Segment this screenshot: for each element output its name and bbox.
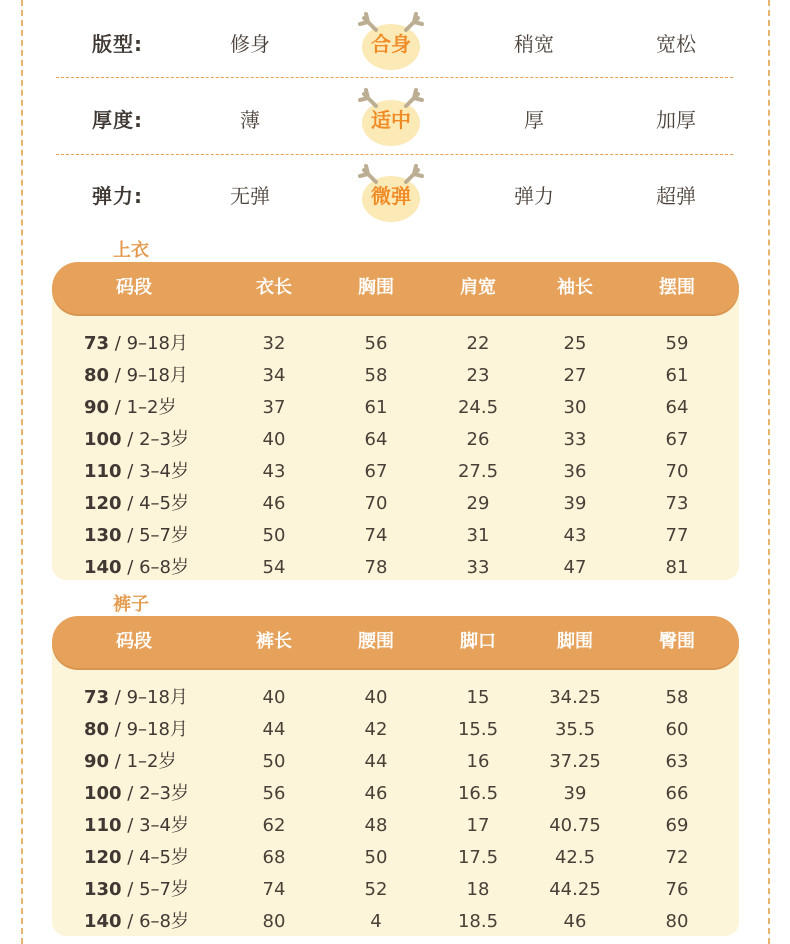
measurement-cell: 68 (262, 847, 286, 868)
column-header: 臀围 (659, 631, 695, 652)
measurement-cell: 37 (262, 397, 286, 418)
size-cell (84, 392, 176, 424)
measurement-cell: 35.5 (554, 719, 596, 740)
measurement-cell: 39 (563, 493, 587, 514)
measurement-cell: 64 (665, 397, 689, 418)
attribute-row-elasticity (56, 156, 733, 232)
measurement-cell: 36 (563, 461, 587, 482)
size-number: 100 (84, 429, 122, 450)
age-range: / 6–8岁 (121, 557, 189, 578)
measurement-cell: 24.5 (457, 397, 499, 418)
age-range: / 6–8岁 (121, 911, 189, 932)
age-range: / 1–2岁 (109, 397, 177, 418)
age-range: / 9–18月 (109, 365, 188, 386)
attribute-row-fit (56, 4, 733, 80)
measurement-cell: 33 (466, 557, 490, 578)
attribute-option: 无弹 (230, 184, 270, 208)
measurement-cell: 33 (563, 429, 587, 450)
attribute-option: 宽松 (656, 32, 696, 56)
age-range: / 4–5岁 (121, 847, 189, 868)
size-number: 120 (84, 847, 122, 868)
age-range: / 9–18月 (109, 687, 188, 708)
measurement-cell: 46 (364, 783, 388, 804)
measurement-cell: 44 (262, 719, 286, 740)
measurement-cell: 46 (262, 493, 286, 514)
measurement-cell: 31 (466, 525, 490, 546)
measurement-cell: 60 (665, 719, 689, 740)
section-title-top: 上衣 (113, 240, 149, 261)
attribute-option: 加厚 (656, 108, 696, 132)
column-header: 摆围 (659, 277, 695, 298)
table-row (52, 714, 739, 746)
table-row (52, 682, 739, 714)
size-cell (84, 424, 189, 456)
measurement-cell: 74 (364, 525, 388, 546)
size-cell (84, 682, 188, 714)
measurement-cell: 48 (364, 815, 388, 836)
measurement-cell: 32 (262, 333, 286, 354)
measurement-cell: 81 (665, 557, 689, 578)
measurement-cell: 22 (466, 333, 490, 354)
age-range: / 3–4岁 (121, 815, 189, 836)
age-range: / 5–7岁 (121, 525, 189, 546)
measurement-cell: 50 (262, 751, 286, 772)
size-cell (84, 906, 189, 938)
measurement-cell: 27 (563, 365, 587, 386)
measurement-cell: 16.5 (457, 783, 499, 804)
column-header: 腰围 (358, 631, 394, 652)
size-number: 110 (84, 815, 122, 836)
measurement-cell: 18.5 (457, 911, 499, 932)
divider (56, 154, 733, 155)
measurement-cell: 77 (665, 525, 689, 546)
attribute-option: 弹力 (514, 184, 554, 208)
table-row (52, 488, 739, 520)
column-header: 胸围 (358, 277, 394, 298)
measurement-cell: 39 (563, 783, 587, 804)
measurement-cell: 25 (563, 333, 587, 354)
size-number: 100 (84, 783, 122, 804)
attribute-option: 厚 (524, 108, 544, 132)
table-header (52, 616, 739, 668)
measurement-cell: 17 (466, 815, 490, 836)
measurement-cell: 16 (466, 751, 490, 772)
measurement-cell: 30 (563, 397, 587, 418)
measurement-cell: 54 (262, 557, 286, 578)
column-header: 脚围 (557, 631, 593, 652)
size-number: 130 (84, 879, 122, 900)
table-row (52, 328, 739, 360)
measurement-cell: 15 (466, 687, 490, 708)
size-cell (84, 746, 176, 778)
table-row (52, 552, 739, 584)
size-number: 80 (84, 719, 110, 740)
measurement-cell: 34.25 (549, 687, 601, 708)
measurement-cell: 26 (466, 429, 490, 450)
table-row (52, 360, 739, 392)
measurement-cell: 29 (466, 493, 490, 514)
measurement-cell: 62 (262, 815, 286, 836)
measurement-cell: 34 (262, 365, 286, 386)
column-header: 码段 (116, 277, 152, 298)
measurement-cell: 70 (665, 461, 689, 482)
measurement-cell: 50 (262, 525, 286, 546)
age-range: / 2–3岁 (121, 783, 189, 804)
attribute-option: 超弹 (656, 184, 696, 208)
attribute-label: 版型: (92, 32, 143, 56)
size-number: 140 (84, 911, 122, 932)
measurement-cell: 72 (665, 847, 689, 868)
table-row (52, 810, 739, 842)
size-cell (84, 488, 189, 520)
age-range: / 1–2岁 (109, 751, 177, 772)
column-header: 脚口 (460, 631, 496, 652)
measurement-cell: 18 (466, 879, 490, 900)
measurement-cell: 73 (665, 493, 689, 514)
table-row (52, 456, 739, 488)
attribute-option: 薄 (240, 108, 260, 132)
age-range: / 2–3岁 (121, 429, 189, 450)
measurement-cell: 46 (563, 911, 587, 932)
measurement-cell: 67 (665, 429, 689, 450)
measurement-cell: 15.5 (457, 719, 499, 740)
measurement-cell: 44.25 (549, 879, 601, 900)
measurement-cell: 66 (665, 783, 689, 804)
table-row (52, 778, 739, 810)
measurement-cell: 67 (364, 461, 388, 482)
size-cell (84, 360, 188, 392)
attribute-option-selected: 微弹 (371, 184, 411, 208)
measurement-cell: 69 (665, 815, 689, 836)
measurement-cell: 52 (364, 879, 388, 900)
measurement-cell: 27.5 (457, 461, 499, 482)
attribute-label: 弹力: (92, 184, 143, 208)
attribute-row-thickness (56, 80, 733, 156)
age-range: / 9–18月 (109, 719, 188, 740)
measurement-cell: 61 (665, 365, 689, 386)
measurement-cell: 80 (665, 911, 689, 932)
size-table-pants (52, 616, 739, 936)
measurement-cell: 74 (262, 879, 286, 900)
measurement-cell: 44 (364, 751, 388, 772)
attribute-option: 稍宽 (514, 32, 554, 56)
section-title-pants: 裤子 (113, 594, 149, 615)
measurement-cell: 56 (364, 333, 388, 354)
measurement-cell: 58 (665, 687, 689, 708)
age-range: / 3–4岁 (121, 461, 189, 482)
column-header: 衣长 (256, 277, 292, 298)
measurement-cell: 43 (262, 461, 286, 482)
measurement-cell: 23 (466, 365, 490, 386)
size-number: 120 (84, 493, 122, 514)
divider (56, 77, 733, 78)
age-range: / 9–18月 (109, 333, 188, 354)
measurement-cell: 70 (364, 493, 388, 514)
measurement-cell: 76 (665, 879, 689, 900)
column-header: 袖长 (557, 277, 593, 298)
measurement-cell: 40 (364, 687, 388, 708)
measurement-cell: 37.25 (549, 751, 601, 772)
measurement-cell: 56 (262, 783, 286, 804)
measurement-cell: 63 (665, 751, 689, 772)
measurement-cell: 61 (364, 397, 388, 418)
attribute-option: 修身 (230, 32, 270, 56)
column-header: 肩宽 (460, 277, 496, 298)
table-row (52, 906, 739, 938)
measurement-cell: 59 (665, 333, 689, 354)
table-row (52, 392, 739, 424)
size-number: 130 (84, 525, 122, 546)
size-number: 90 (84, 751, 110, 772)
size-number: 73 (84, 333, 110, 354)
measurement-cell: 78 (364, 557, 388, 578)
table-header (52, 262, 739, 314)
table-row (52, 874, 739, 906)
measurement-cell: 58 (364, 365, 388, 386)
size-cell (84, 456, 189, 488)
right-dashed-border (768, 0, 770, 944)
measurement-cell: 40.75 (549, 815, 601, 836)
measurement-cell: 42.5 (554, 847, 596, 868)
left-dashed-border (21, 0, 23, 944)
measurement-cell: 4 (370, 911, 382, 932)
size-cell (84, 810, 189, 842)
measurement-cell: 43 (563, 525, 587, 546)
size-number: 140 (84, 557, 122, 578)
measurement-cell: 80 (262, 911, 286, 932)
measurement-cell: 42 (364, 719, 388, 740)
table-row (52, 520, 739, 552)
size-number: 80 (84, 365, 110, 386)
age-range: / 4–5岁 (121, 493, 189, 514)
measurement-cell: 47 (563, 557, 587, 578)
size-cell (84, 778, 189, 810)
size-cell (84, 842, 189, 874)
column-header: 码段 (116, 631, 152, 652)
size-cell (84, 714, 188, 746)
column-header: 裤长 (256, 631, 292, 652)
size-table-top (52, 262, 739, 580)
table-row (52, 424, 739, 456)
measurement-cell: 17.5 (457, 847, 499, 868)
table-row (52, 746, 739, 778)
attribute-label: 厚度: (92, 108, 143, 132)
table-row (52, 842, 739, 874)
size-cell (84, 874, 189, 906)
age-range: / 5–7岁 (121, 879, 189, 900)
measurement-cell: 50 (364, 847, 388, 868)
size-number: 73 (84, 687, 110, 708)
table-body (52, 682, 739, 938)
size-cell (84, 520, 189, 552)
size-number: 110 (84, 461, 122, 482)
table-body (52, 328, 739, 584)
size-cell (84, 552, 189, 584)
attribute-option-selected: 合身 (371, 32, 411, 56)
attribute-option-selected: 适中 (371, 108, 411, 132)
measurement-cell: 64 (364, 429, 388, 450)
size-number: 90 (84, 397, 110, 418)
size-cell (84, 328, 188, 360)
measurement-cell: 40 (262, 687, 286, 708)
measurement-cell: 40 (262, 429, 286, 450)
